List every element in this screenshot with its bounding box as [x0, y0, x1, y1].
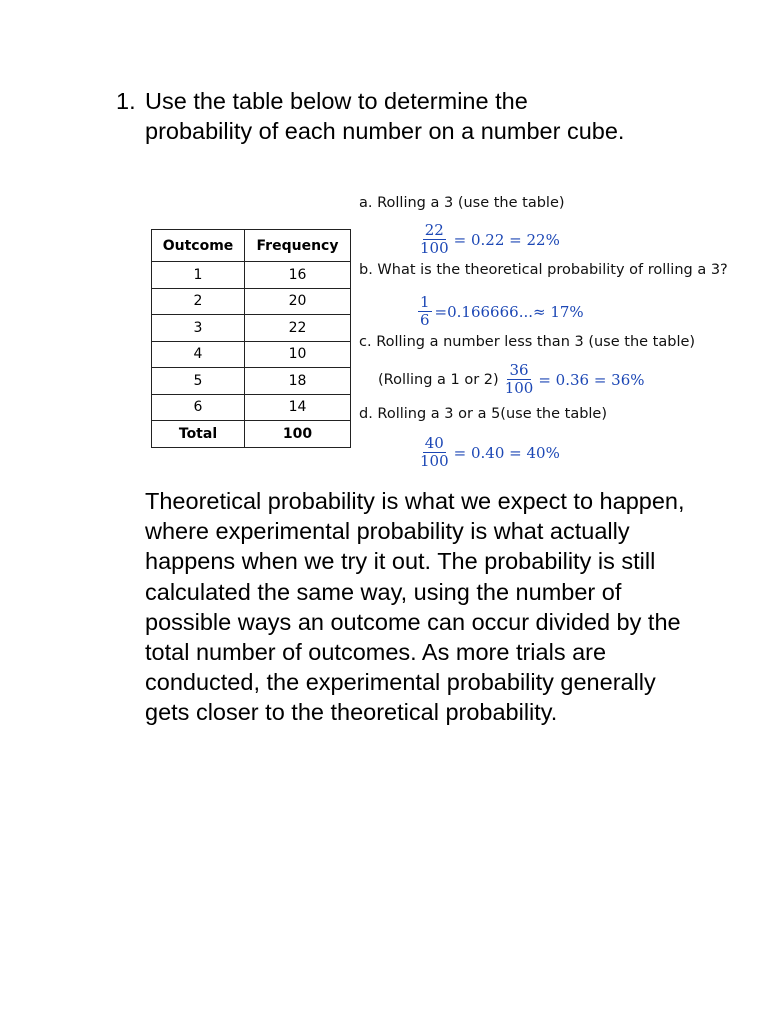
part-b-numerator: 1: [420, 293, 430, 311]
part-a-result: = 0.22 = 22%: [453, 230, 560, 249]
frequency-cell: 22: [245, 315, 351, 342]
part-c-note: (Rolling a 1 or 2): [378, 371, 499, 388]
outcome-cell: 1: [152, 262, 245, 289]
part-c-calculation: [378, 362, 645, 397]
part-a-denominator: 100: [420, 239, 449, 257]
frequency-cell: 18: [245, 368, 351, 395]
part-d-result: = 0.40 = 40%: [453, 443, 560, 462]
table-row: [152, 341, 351, 368]
part-b-denominator: 6: [420, 311, 430, 329]
part-a-fraction: [418, 222, 451, 257]
part-d-label: d. Rolling a 3 or a 5(use the table): [359, 406, 608, 422]
part-c-label: c. Rolling a number less than 3 (use the table): [359, 334, 696, 350]
question-number: 1.: [116, 88, 136, 114]
explanation-paragraph: Theoretical probability is what we expect to happen, where experimental probability is what actually happens when we try it out. The probability is still calculated the same way, using the number of possible ways an outcome can occur divided by the total number of outcomes. As more trials are conducted, the experimental probability generally gets closer to the theoretical probability.: [145, 488, 685, 726]
frequency-cell: 20: [245, 288, 351, 315]
outcome-cell: 5: [152, 368, 245, 395]
outcome-cell: 3: [152, 315, 245, 342]
part-c-result: = 0.36 = 36%: [538, 370, 645, 389]
table-row: [152, 368, 351, 395]
part-d-numerator: 40: [424, 434, 444, 452]
part-b-calculation: [418, 294, 584, 329]
frequency-cell: 16: [245, 262, 351, 289]
question-1: [116, 86, 636, 146]
part-a-calculation: [418, 222, 560, 257]
table-row: [152, 262, 351, 289]
part-a-numerator: 22: [424, 221, 444, 239]
table-row: [152, 288, 351, 315]
part-b-fraction: [418, 294, 432, 329]
table-row: [152, 394, 351, 421]
outcome-cell: 6: [152, 394, 245, 421]
part-c-numerator: 36: [509, 361, 529, 379]
frequency-cell: 14: [245, 394, 351, 421]
part-d-calculation: [418, 435, 560, 470]
part-b-result: =0.166666...≈ 17%: [434, 302, 584, 321]
part-b-label: b. What is the theoretical probability of rolling a 3?: [359, 262, 728, 278]
table-header-row: [152, 230, 351, 262]
part-c-denominator: 100: [504, 379, 534, 397]
total-label-cell: Total: [152, 421, 245, 448]
question-text: Use the table below to determine the probability of each number on a number cube.: [145, 88, 625, 144]
table-row: [152, 315, 351, 342]
part-d-fraction: [418, 435, 451, 470]
table-total-row: [152, 421, 351, 448]
frequency-cell: 10: [245, 341, 351, 368]
outcome-cell: 2: [152, 288, 245, 315]
part-c-fraction: [503, 362, 536, 397]
column-header-frequency: Frequency: [245, 230, 351, 262]
part-a-label: a. Rolling a 3 (use the table): [359, 195, 565, 211]
frequency-table: [151, 229, 351, 448]
outcome-cell: 4: [152, 341, 245, 368]
column-header-outcome: Outcome: [152, 230, 245, 262]
part-d-denominator: 100: [420, 452, 449, 470]
total-value-cell: 100: [245, 421, 351, 448]
